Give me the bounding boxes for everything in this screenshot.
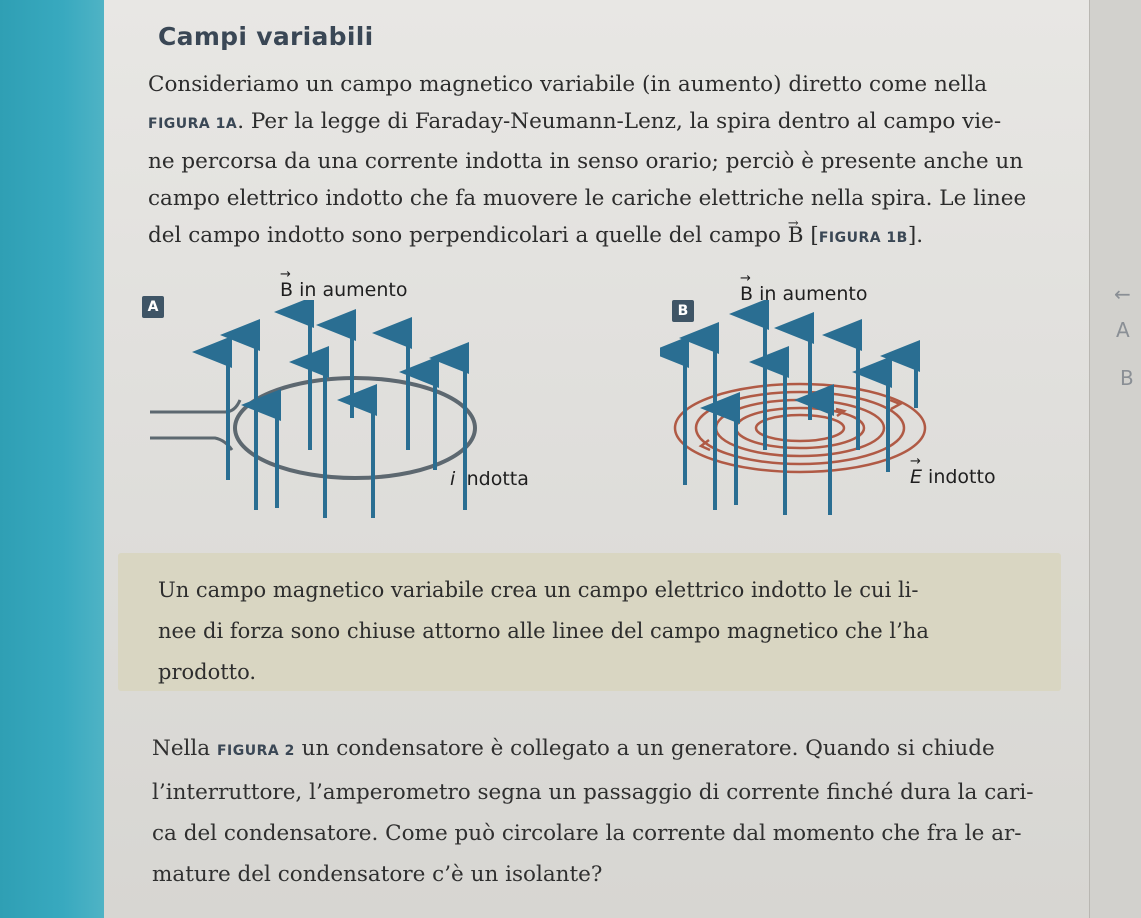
summary-line-2: nee di forza sono chiuse attorno alle linee del campo magnetico che l’ha [158, 619, 929, 643]
paragraph-line-5-text: del campo indotto sono perpendicolari a quelle del campo [148, 223, 788, 248]
figure-a-badge: A [142, 296, 164, 318]
figure-b-vector-b: → B [740, 283, 753, 305]
figure-a-diagram [140, 300, 540, 530]
figure-1a-ref[interactable]: FIGURA 1A [148, 116, 238, 132]
paragraph-line-5 [148, 217, 1048, 257]
bracket-close: ]. [907, 223, 924, 248]
body-paragraph [148, 66, 1048, 257]
summary-text [158, 570, 1038, 693]
question-paragraph [152, 728, 1072, 895]
section-title: Campi variabili [158, 22, 374, 51]
side-letter-b: B [1120, 366, 1134, 390]
figure-a-field-text: in aumento [293, 279, 408, 301]
figure-b-diagram [660, 300, 940, 530]
paragraph-line-1: Consideriamo un campo magnetico variabile (in aumento) diretto come nella [148, 72, 988, 97]
figure-b-efield-text: indotto [922, 466, 996, 488]
figure-b-vector-e: → E [910, 466, 922, 488]
summary-line-1: Un campo magnetico variabile crea un campo elettrico indotto le cui li- [158, 578, 919, 602]
question-line-1-text: un condensatore è collegato a un generatore. Quando si chiude [294, 736, 995, 761]
vector-b-symbol: → B [788, 217, 804, 254]
question-line-1-pre: Nella [152, 736, 217, 761]
figure-a-field-label [280, 279, 407, 301]
figure-a-field-lines [228, 312, 465, 518]
side-letter-a: A [1116, 318, 1130, 342]
figure-b-badge: B [672, 300, 694, 322]
question-line-2: l’interruttore, l’amperometro segna un passaggio di corrente finché dura la cari- [152, 780, 1034, 805]
figure-1b-ref[interactable]: FIGURA 1B [818, 230, 908, 246]
efield-ring [696, 392, 904, 464]
teal-margin [0, 0, 104, 918]
figure-a-spira [150, 378, 475, 478]
paragraph-line-4: campo elettrico indotto che fa muovere le cariche elettriche nella spira. Le linee [148, 186, 1027, 211]
bracket-open: [ [803, 223, 819, 248]
question-line-4: mature del condensatore c’è un isolante? [152, 862, 603, 887]
summary-line-3: prodotto. [158, 660, 257, 684]
figure-a-vector-b: → B [280, 279, 293, 301]
question-line-1 [152, 728, 1072, 772]
question-line-3: ca del condensatore. Come può circolare la corrente dal momento che fra le ar- [152, 821, 1022, 846]
next-page-edge [1089, 0, 1141, 918]
arrow-left-icon: ← [1114, 282, 1131, 306]
paragraph-line-2-text: . Per la legge di Faraday-Neumann-Lenz, la spira dentro al campo vie- [237, 109, 1002, 134]
paragraph-line-3: ne percorsa da una corrente indotta in senso orario; perciò è presente anche un [148, 149, 1024, 174]
figure-a-current-symbol: i [450, 468, 456, 490]
figure-2-ref[interactable]: FIGURA 2 [216, 743, 295, 759]
paragraph-line-2 [148, 103, 1048, 143]
figure-a-current-text: indotta [455, 468, 529, 490]
figure-b-field-text: in aumento [753, 283, 868, 305]
